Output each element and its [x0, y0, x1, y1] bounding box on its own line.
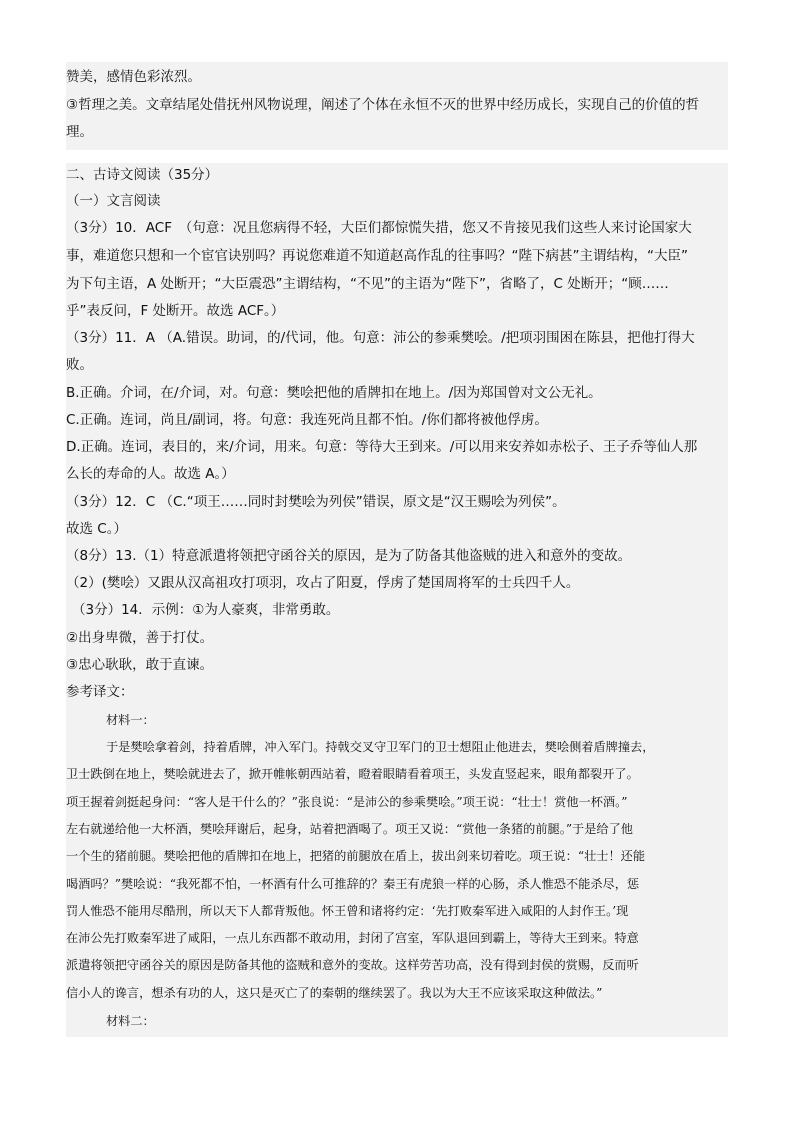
answer-11-line: 败。 — [66, 357, 93, 373]
translation-line: 一个生的猪前腿。樊哙把他的盾牌扣在地上，把猪的前腿放在盾上，拔出剑来切着吃。项王说：“壮士！还能 — [66, 849, 646, 863]
translation-line: 项王握着剑挺起身问：“客人是干什么的？”张良说：“是沛公的参乘樊哙。”项王说：“壮士！赏他一杯酒。” — [66, 795, 628, 809]
translation-line: 喝酒吗？”樊哙说：“我死都不怕，一杯酒有什么可推辞的？秦王有虎狼一样的心肠，杀人惟恐不能杀尽，惩 — [66, 877, 640, 891]
material-label: 材料二： — [106, 1014, 155, 1028]
translation-line: 卫士跌倒在地上，樊哙就进去了，掀开帷帐朝西站着，瞪着眼睛看着项王，头发直竖起来，眼角都裂开了。 — [66, 767, 639, 781]
answer-10-line: （3分）10．ACF （句意：况且您病得不轻，大臣们都惊慌失措，您又不肯接见我们这些人来讨论国家大 — [66, 220, 692, 236]
answer-11-line: B.正确。介词，在/介词，对。句意：樊哙把他的盾牌扣在地上。/因为郑国曾对文公无礼。 — [66, 385, 602, 401]
translation-line: 左右就递给他一大杯酒，樊哙拜谢后，起身，站着把酒喝了。项王又说：“赏他一条猪的前腿。”于是给了他 — [66, 822, 633, 836]
translation-line: 在沛公先打败秦军进了咸阳，一点儿东西都不敢动用，封闭了宫室，军队退回到霸上，等待大王到来。特意 — [66, 931, 639, 945]
translation-line: 信小人的谗言，想杀有功的人，这只是灭亡了的秦朝的继续罢了。我以为大王不应该采取这种做法。” — [66, 986, 603, 1000]
text-line: 赞美，感情色彩浓烈。 — [66, 69, 201, 85]
material-label: 材料一： — [106, 713, 155, 727]
translation-heading: 参考译文： — [66, 684, 134, 700]
answer-block-main — [66, 163, 728, 1037]
answer-block-top — [66, 62, 728, 150]
answer-12-line: （3分）12．C （C.“项王……同时封樊哙为列侯”错误，原文是“汉王赐哙为列侯”。 — [66, 494, 566, 510]
answer-10-line: 为下句主语，A 处断开；“大臣震恐”主谓结构，“不见”的主语为“陛下”，省略了，C 处断开；“顾…… — [66, 276, 669, 292]
answer-11-line: C.正确。连词，尚且/副词，将。句意：我连死尚且都不怕。/你们都将被他俘虏。 — [66, 412, 548, 428]
answer-14-line: ②出身卑微，善于打仗。 — [66, 630, 214, 646]
answer-13-line: （8分）13.（1）特意派遣将领把守函谷关的原因，是为了防备其他盗贼的进入和意外的变故。 — [66, 548, 632, 564]
subsection-heading: （一）文言阅读 — [66, 193, 161, 209]
answer-11-line: 么长的寿命的人。故选 A。） — [66, 466, 235, 482]
answer-14-line: ③忠心耿耿，敢于直谏。 — [66, 657, 214, 673]
translation-line: 派遣将领把守函谷关的原因是防备其他的盗贼和意外的变故。这样劳苦功高，没有得到封侯的赏赐，反而听 — [66, 958, 639, 972]
answer-11-line: （3分）11．A （A.错误。助词，的/代词，他。句意：沛公的参乘樊哙。/把项羽围困在陈县，把他打得大 — [66, 330, 695, 346]
answer-10-line: 乎”表反问，F 处断开。故选 ACF。） — [66, 303, 285, 319]
answer-13-line: （2）(樊哙）又跟从汉高祖攻打项羽，攻占了阳夏，俘虏了楚国周将军的士兵四千人。 — [66, 575, 580, 591]
text-line: 理。 — [66, 124, 93, 140]
translation-line: 于是樊哙拿着剑，持着盾牌，冲入军门。持戟交叉守卫军门的卫士想阻止他进去，樊哙侧着盾牌撞去， — [106, 740, 655, 754]
answer-14-line: （3分）14．示例：①为人豪爽，非常勇敢。 — [72, 602, 340, 618]
text-line: ③哲理之美。文章结尾处借抚州风物说理，阐述了个体在永恒不灭的世界中经历成长，实现自己的价值的哲 — [66, 97, 700, 113]
section-heading: 二、古诗文阅读（35分） — [66, 167, 219, 183]
answer-12-line: 故选 C。） — [66, 521, 127, 537]
translation-line: 罚人惟恐不能用尽酷刑，所以天下人都背叛他。怀王曾和诸将约定：‘先打败秦军进入咸阳的人封作王。’现 — [66, 904, 629, 918]
answer-10-line: 事，难道您只想和一个宦官诀别吗？再说您难道不知道赵高作乱的往事吗？“陛下病甚”主谓结构，“大臣” — [66, 248, 688, 264]
answer-11-line: D.正确。连词，表目的，来/介词，用来。句意：等待大王到来。/可以用来安养如赤松子、王子乔等仙人那 — [66, 439, 698, 455]
